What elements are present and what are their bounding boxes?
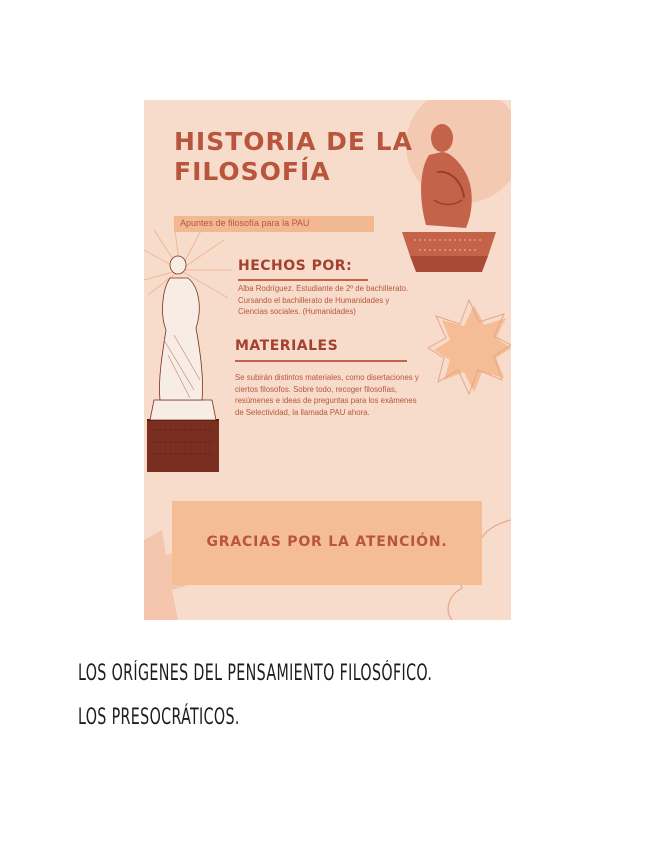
document-caption: LOS ORÍGENES DEL PENSAMIENTO FILOSÓFICO. LOS PRESOCRÁTICOS. xyxy=(78,661,433,730)
materials-heading: MATERIALES xyxy=(235,338,339,354)
star-burst-icon xyxy=(428,300,511,394)
credits-heading: HECHOS POR: xyxy=(238,258,353,274)
poster-subtitle: Apuntes de filosofía para la PAU xyxy=(180,218,310,228)
poster xyxy=(144,100,511,620)
subtitle-band xyxy=(174,216,374,232)
materials-rule xyxy=(235,360,407,362)
thanks-box xyxy=(172,501,482,585)
materials-text: Se subirán distintos materiales, como disertaciones y ciertos filosofos. Sobre todo, recoger filosofías, resúmenes e ideas de preguntas para los exámenes de Selectividad, la llamada PAU ahora. xyxy=(235,373,419,417)
credits-text: Alba Rodríguez. Estudiante de 2º de bachillerato. Cursando el bachillerato de Humanidades y Ciencias sociales. (Humanidades) xyxy=(238,284,409,316)
poster-title: HISTORIA DE LA FILOSOFÍA xyxy=(174,127,413,186)
venus-statue-icon xyxy=(147,256,219,472)
credits-rule xyxy=(238,279,368,281)
thanks-text: GRACIAS POR LA ATENCIÓN. xyxy=(206,534,448,550)
